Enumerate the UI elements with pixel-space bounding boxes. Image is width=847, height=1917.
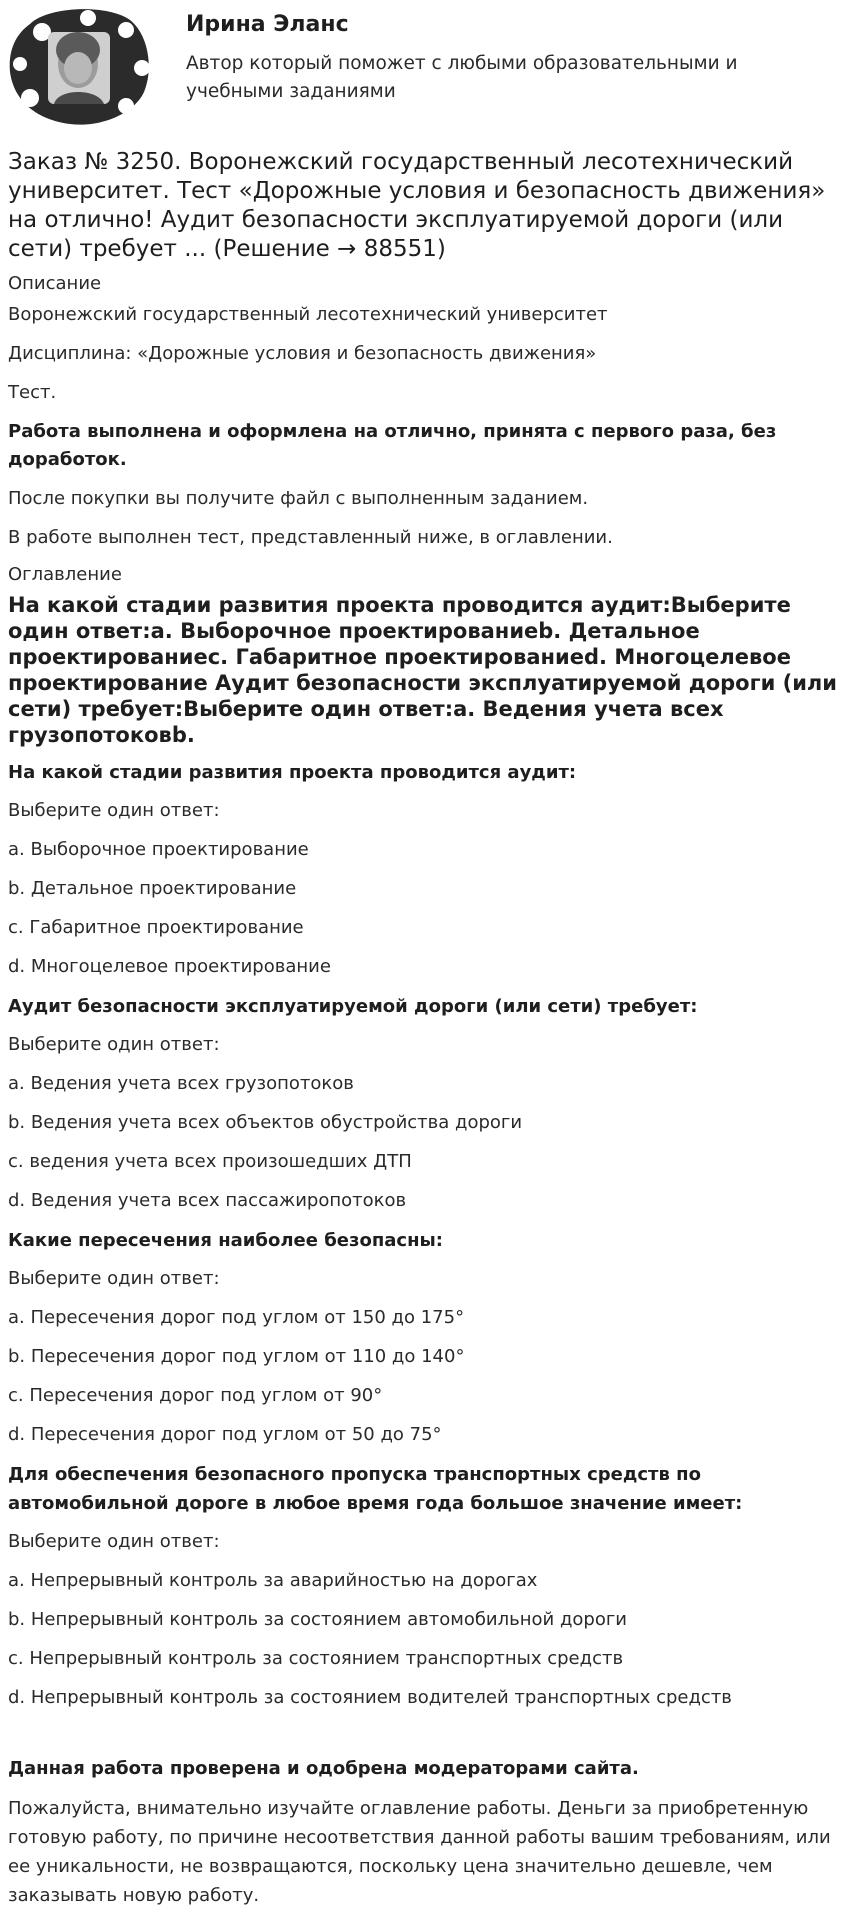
question-title: Аудит безопасности эксплуатируемой дороги (или сети) требует:: [8, 996, 698, 1017]
answer-option: b. Пересечения дорог под углом от 110 до 140°: [8, 1346, 465, 1367]
answer-option: a. Непрерывный контроль за аварийностью на дорогах: [8, 1570, 538, 1591]
discipline-text: Дисциплина: «Дорожные условия и безопасность движения»: [8, 343, 597, 364]
question-prompt: Выберите один ответ:: [8, 1268, 220, 1289]
after-purchase-text: После покупки вы получите файл с выполненным заданием.: [8, 488, 589, 509]
description-label: Описание: [8, 273, 102, 294]
refund-notice: Пожалуйста, внимательно изучайте оглавление работы. Деньги за приобретенную готовую работу, по причине несоответствия данной работы вашим требованиям, или ее уникальности, не возвращаются, поскольку цена значительно дешевле, чем заказывать новую работу.: [8, 1798, 831, 1906]
answer-option: b. Ведения учета всех объектов обустройства дороги: [8, 1112, 523, 1133]
answer-option: d. Непрерывный контроль за состоянием водителей транспортных средств: [8, 1687, 732, 1708]
question-title: Для обеспечения безопасного пропуска транспортных средств по автомобильной дороге в любое время года большое значение имеет:: [8, 1464, 743, 1514]
question-prompt: Выберите один ответ:: [8, 1531, 220, 1552]
toc-summary: На какой стадии развития проекта проводится аудит:Выберите один ответ:a. Выборочное проектированиеb. Детальное проектированиес. Габаритное проектированиеd. Многоцелевое проектирование Аудит безопасности эксплуатируемой дороги (или сети) требует:Выберите один ответ:a. Ведения учета всех грузопотоковb.: [8, 593, 838, 747]
question-block: [8, 992, 840, 1215]
question-title: Какие пересечения наиболее безопасны:: [8, 1230, 443, 1251]
section-spacer: [8, 1723, 840, 1755]
quality-text: Работа выполнена и оформлена на отлично, принята с первого раза, без доработок.: [8, 421, 777, 470]
approved-text: Данная работа проверена и одобрена модераторами сайта.: [8, 1758, 639, 1779]
answer-option: c. Габаритное проектирование: [8, 917, 304, 938]
work-type-text: Тест.: [8, 382, 57, 403]
answer-option: a. Выборочное проектирование: [8, 839, 309, 860]
answer-option: a. Пересечения дорог под углом от 150 до 175°: [8, 1307, 465, 1328]
question-prompt: Выберите один ответ:: [8, 1034, 220, 1055]
contents-note-text: В работе выполнен тест, представленный ниже, в оглавлении.: [8, 527, 613, 548]
order-title: Заказ № 3250. Воронежский государственный лесотехнический университет. Тест «Дорожные условия и безопасность движения» на отлично! Аудит безопасности эксплуатируемой дороги (или сети) требует ... (Решение → 88551): [8, 149, 826, 262]
answer-option: d. Многоцелевое проектирование: [8, 956, 331, 977]
answer-option: d. Ведения учета всех пассажиропотоков: [8, 1190, 407, 1211]
order-content: [8, 148, 840, 1910]
answer-option: a. Ведения учета всех грузопотоков: [8, 1073, 354, 1094]
answer-option: d. Пересечения дорог под углом от 50 до 75°: [8, 1424, 442, 1445]
question-block: [8, 1460, 840, 1712]
answer-option: b. Детальное проектирование: [8, 878, 297, 899]
answer-option: c. Непрерывный контроль за состоянием транспортных средств: [8, 1648, 624, 1669]
avatar[interactable]: [8, 6, 154, 126]
author-header: [0, 0, 847, 138]
toc-label: Оглавление: [8, 564, 122, 585]
author-description: Автор который поможет с любыми образовательными и учебными заданиями: [186, 53, 738, 102]
answer-option: c. ведения учета всех произошедших ДТП: [8, 1151, 412, 1172]
author-name[interactable]: Ирина Эланс: [186, 12, 349, 37]
question-title: На какой стадии развития проекта проводится аудит:: [8, 762, 577, 783]
film-reel-avatar-icon: [8, 6, 154, 126]
answer-option: b. Непрерывный контроль за состоянием автомобильной дороги: [8, 1609, 627, 1630]
question-prompt: Выберите один ответ:: [8, 800, 220, 821]
answer-option: c. Пересечения дорог под углом от 90°: [8, 1385, 383, 1406]
question-block: [8, 1226, 840, 1449]
university-text: Воронежский государственный лесотехнический университет: [8, 304, 608, 325]
question-block: [8, 758, 840, 981]
